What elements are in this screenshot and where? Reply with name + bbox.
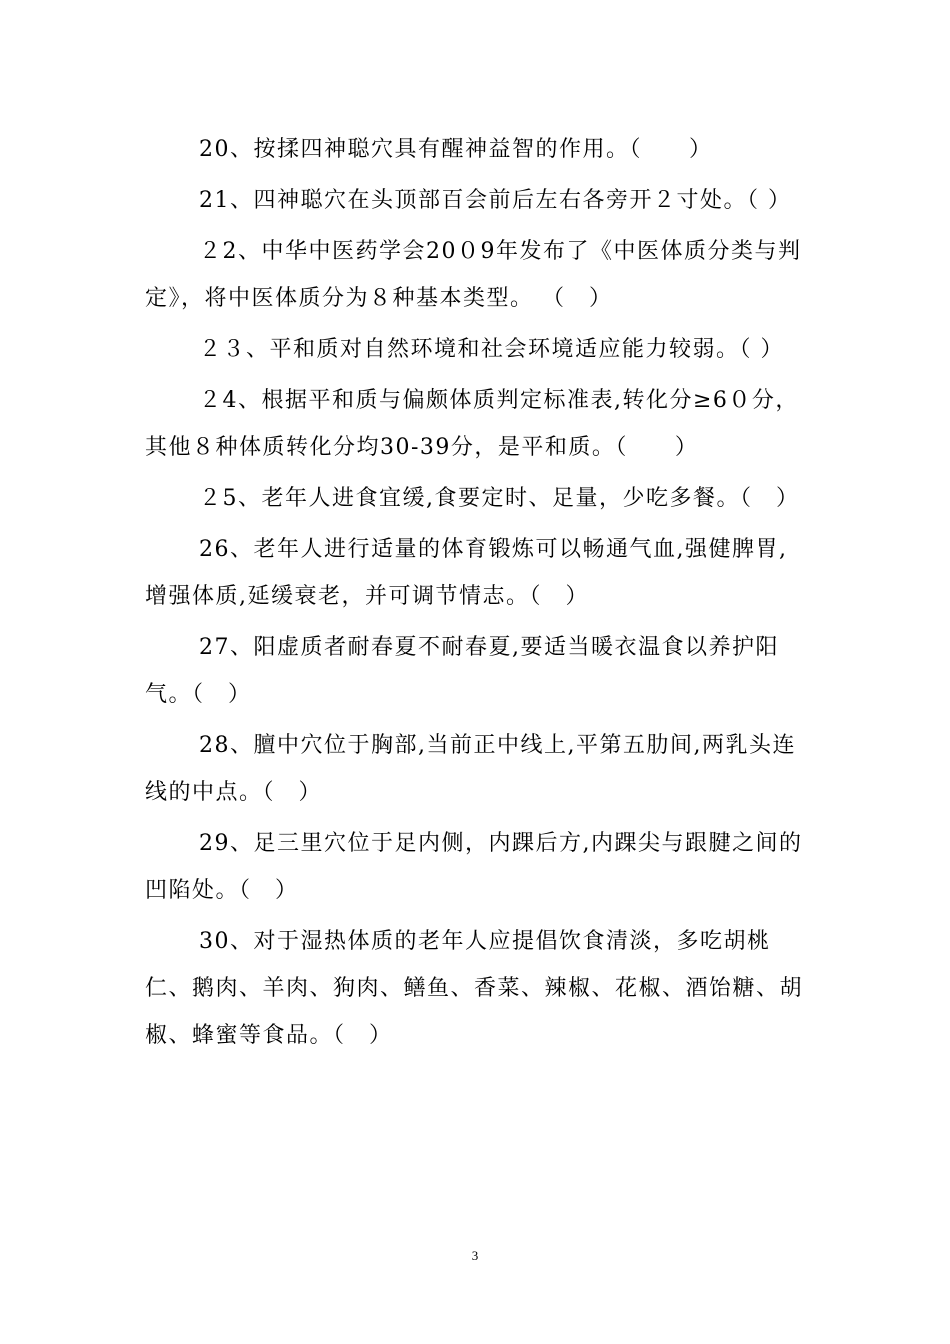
question-23: ２３、平和质对自然环境和社会环境适应能力较弱。（ ）: [199, 337, 784, 362]
question-29: 29、足三里穴位于足内侧，内踝后方,内踝尖与跟腱之间的凹陷处。（ ）: [145, 831, 803, 903]
page-number: 3: [471, 1248, 479, 1263]
question-27: 27、阳虚质者耐春夏不耐春夏,要适当暖衣温食以养护阳气。（ ）: [145, 635, 779, 707]
question-26: 26、老年人进行适量的体育锻炼可以畅通气血,强健脾胃,增强体质,延缓衰老，并可调节情志。（ ）: [145, 537, 788, 609]
question-28: 28、膻中穴位于胸部,当前正中线上,平第五肋间,两乳头连线的中点。（ ）: [145, 733, 796, 805]
question-20: 20、按揉四神聪穴具有醒神益智的作用。（ ）: [199, 137, 713, 162]
question-30: 30、对于湿热体质的老年人应提倡饮食清淡，多吃胡桃仁、鹅肉、羊肉、狗肉、鳝鱼、香菜、辣椒、花椒、酒饴糖、胡椒、蜂蜜等食品。（ ）: [145, 929, 804, 1048]
question-24: ２4、根据平和质与偏颇体质判定标准表,转化分≥6０分，其他８种体质转化分均30-39分，是平和质。（ ）: [145, 388, 799, 460]
question-25: ２5、老年人进食宜缓,食要定时、足量，少吃多餐。（ ）: [199, 486, 800, 511]
question-list: [145, 126, 805, 1063]
question-22: ２2、中华中医药学会20０9年发布了《中医体质分类与判定》，将中医体质分为８种基本类型。 （ ）: [145, 239, 802, 311]
question-21: 21、四神聪穴在头顶部百会前后左右各旁开２寸处。（ ）: [199, 188, 792, 213]
